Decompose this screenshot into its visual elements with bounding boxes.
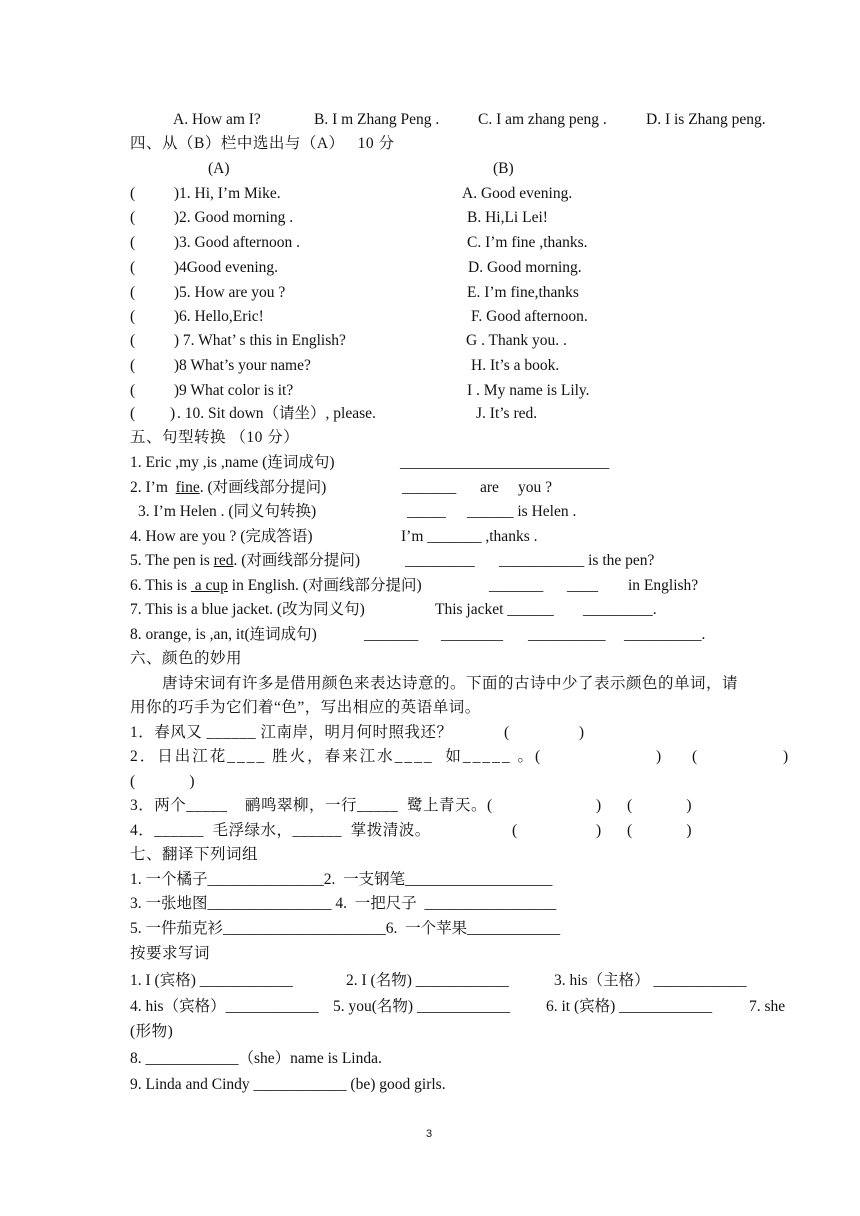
q7-text: 7. This is a blue jacket. (改为同义句) [130,601,365,618]
row-b-item: I . My name is Lily. [467,382,590,399]
q4-text: 4. How are you ? (完成答语) [130,528,313,545]
fill-9: 9. Linda and Cindy ____________ (be) good girls. [130,1076,446,1093]
underlined-word: fine [175,479,200,496]
word-form-2: 2. I (名物) ____________ [346,972,509,989]
poem3-paren2: ( ) [627,797,692,814]
q2-line: 2. I’m fine. (对画线部分提问) [130,479,327,496]
underlined-word: red [213,552,234,569]
q6-tail: in English? [628,577,699,594]
row-paren: ( ) [130,209,180,226]
q7-blank2: _________. [583,601,657,618]
poem2-paren3: ( ) [130,773,195,790]
row-paren: ( ) [130,284,180,301]
word-form-4: 4. his（宾格）____________ [130,998,319,1015]
section5-title: 五、句型转换 （10 分） [130,429,300,446]
poem2-paren2-end: ) [783,748,789,765]
row-paren: ( ) [130,332,180,349]
q6-line: 6. This is a cup in English. (对画线部分提问) [130,577,422,594]
poem2-paren2-start: ( [692,748,698,765]
column-a-heading: (A) [208,160,230,177]
row-paren: ( ) [130,234,180,251]
q6-blank2: ____ [567,577,598,594]
option-c: C. I am zhang peng . [478,111,607,128]
q4-answer: I’m _______ ,thanks . [401,528,538,545]
translate-row3: 5. 一件茄克衫_____________________6. 一个苹果____________ [130,920,561,937]
row-b-item: J. It’s red. [476,405,538,422]
poem4-paren2: ( ) [627,822,692,839]
row-a-item: 9 What color is it? [179,382,294,399]
option-a: A. How am I? [173,111,261,128]
row-b-item: H. It’s a book. [471,357,560,374]
word-form-7-cont: (形物) [130,1023,174,1040]
row-b-item: A. Good evening. [462,185,573,202]
row-b-item: G . Thank you. . [466,332,567,349]
section6-intro-line2: 用你的巧手为它们着“色”，写出相应的英语单词。 [130,699,481,716]
section6-title: 六、颜色的妙用 [130,650,243,667]
q8-blank4: __________. [624,626,706,643]
poem4-paren1-end: ) [596,822,602,839]
poem2-paren1-end: ) [656,748,662,765]
word-form-6: 6. it (宾格) ____________ [546,998,713,1015]
word-form-7: 7. she [749,998,786,1015]
q1-text: 1. Eric ,my ,is ,name (连词成句) [130,454,335,471]
q5-blank1: _________ [405,552,475,569]
q3-blank2: ______ is Helen . [467,503,577,520]
section7-title: 七、翻译下列词组 [130,846,259,863]
row-paren: ( ) [130,259,180,276]
q5-line: 5. The pen is red. (对画线部分提问) [130,552,361,569]
row-paren: ( ) [130,357,180,374]
section4-title: 四、从（B）栏中选出与（A） 10 分 [130,135,395,152]
word-form-5: 5. you(名物) ____________ [333,998,510,1015]
section8-title: 按要求写词 [130,945,211,962]
poem1-text: 1．春风又 ______ 江南岸，明月何时照我还？ [130,724,453,741]
translate-row1: 1. 一个橘子_______________2. 一支钢笔___________________ [130,871,553,888]
poem1-paren: ( ) [504,724,585,741]
row-a-item: . 10. Sit down（请坐）, please. [177,405,376,422]
q5-blank2: ___________ is the pen? [499,552,655,569]
poem4-paren1-start: ( [512,822,518,839]
underlined-word: a cup [190,577,228,594]
q6-blank1: _______ [489,577,544,594]
poem4-text: 4．______ 毛浮绿水，______ 掌拨清波。 [130,822,431,839]
row-paren: ( ) [130,308,180,325]
poem3-paren1-end: ) [596,797,602,814]
fill-8: 8. ____________（she）name is Linda. [130,1050,382,1067]
q2-word-are: are [480,479,499,496]
row-a-item: 8 What’s your name? [179,357,311,374]
row-a-item: 7. What’ s this in English? [179,332,346,349]
row-a-item: 2. Good morning . [179,209,294,226]
q8-blank3: __________ [528,626,606,643]
option-d: D. I is Zhang peng. [646,111,766,128]
row-a-item: 5. How are you ? [179,284,286,301]
q2-blank: _______ [402,479,457,496]
row-b-item: F. Good afternoon. [471,308,588,325]
translate-row2: 3. 一张地图________________ 4. 一把尺子 _________________ [130,895,557,912]
word-form-1: 1. I (宾格) ____________ [130,972,293,989]
row-paren: ( ) [130,405,176,422]
option-b: B. I m Zhang Peng . [314,111,440,128]
poem3-text: 3．两个_____ 鹂鸣翠柳，一行_____ 鹭上青天。( [130,797,493,814]
row-b-item: E. I’m fine,thanks [467,284,579,301]
row-paren: ( ) [130,185,180,202]
poem2-text: 2．日出江花____ 胜火，春来江水____ 如_____ 。( [130,748,543,765]
q7-answer: This jacket ______ [435,601,554,618]
section6-intro-line1: 唐诗宋词有许多是借用颜色来表达诗意的。下面的古诗中少了表示颜色的单词，请 [162,675,739,692]
row-a-item: 1. Hi, I’m Mike. [179,185,281,202]
row-b-item: D. Good morning. [468,259,582,276]
q8-blank1: _______ [364,626,419,643]
row-b-item: B. Hi,Li Lei! [467,209,548,226]
q3-text: 3. I’m Helen . (同义句转换) [138,503,317,520]
column-b-heading: (B) [493,160,514,177]
word-form-3: 3. his（主格） ____________ [554,972,747,989]
q1-blank: ___________________________ [400,454,610,471]
row-paren: ( ) [130,382,180,399]
row-b-item: C. I’m fine ,thanks. [467,234,588,251]
q3-blank1: _____ [407,503,446,520]
q2-word-you: you ? [518,479,553,496]
row-a-item: 3. Good afternoon . [179,234,300,251]
q8-text: 8. orange, is ,an, it(连词成句) [130,626,317,643]
row-a-item: 6. Hello,Eric! [179,308,264,325]
row-a-item: 4Good evening. [179,259,279,276]
page-number: 3 [426,1128,433,1140]
q8-blank2: ________ [441,626,503,643]
